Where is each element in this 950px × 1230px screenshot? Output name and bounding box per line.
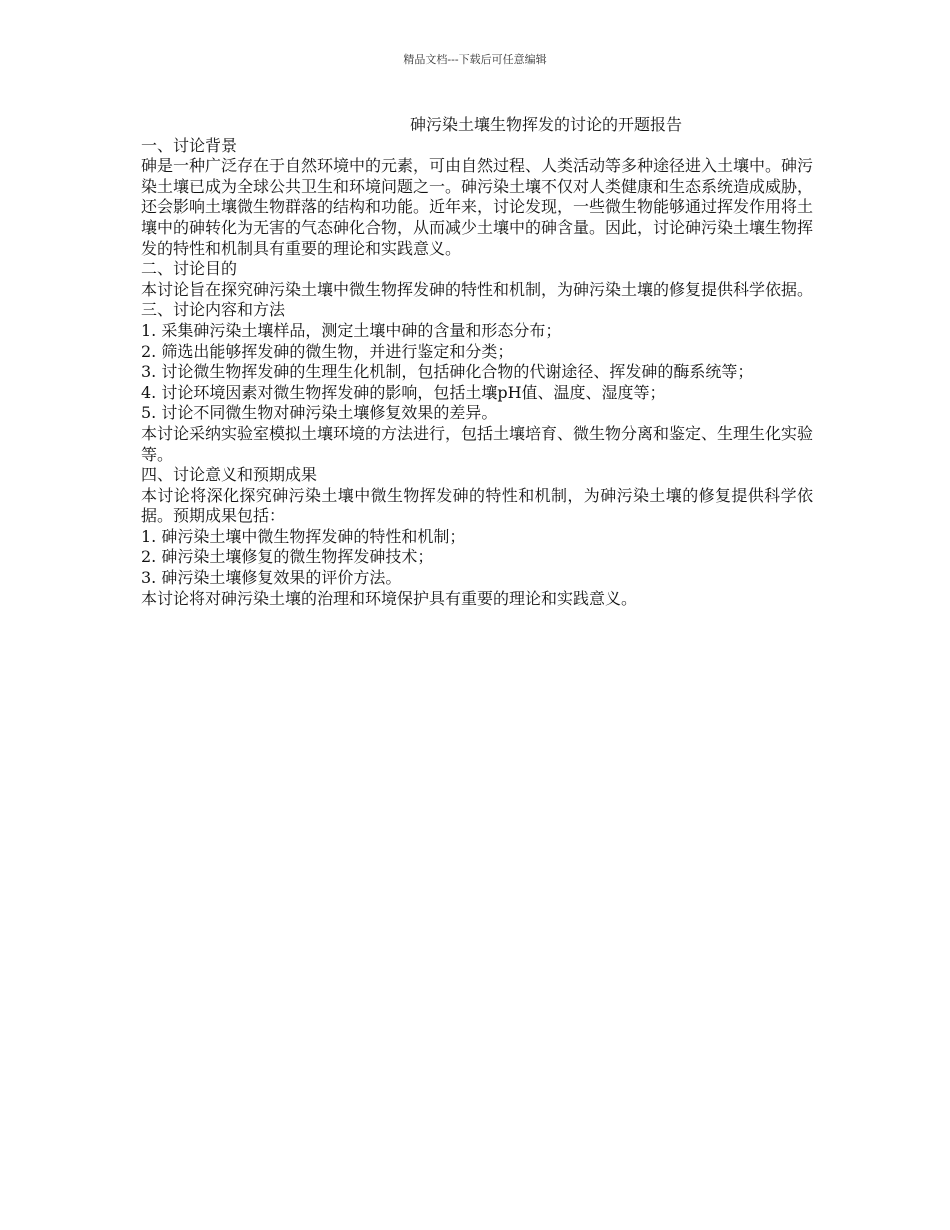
- section-heading-background: 一、讨论背景: [141, 135, 238, 155]
- list-item: 3. 砷污染土壤修复效果的评价方法。: [141, 568, 402, 588]
- methods-paragraph: 本讨论采纳实验室模拟土壤环境的方法进行，包括土壤培育、微生物分离和鉴定、生理生化实验等。: [141, 423, 814, 464]
- list-item: 5. 讨论不同微生物对砷污染土壤修复效果的差异。: [141, 403, 498, 423]
- list-item: 2. 筛选出能够挥发砷的微生物，并进行鉴定和分类；: [141, 341, 514, 361]
- document-title: 砷污染土壤生物挥发的讨论的开题报告: [409, 115, 682, 134]
- page-header-note: 精品文档---下载后可任意编辑: [403, 53, 547, 66]
- list-item: 1. 砷污染土壤中微生物挥发砷的特性和机制；: [141, 526, 466, 546]
- content-methods-list: [141, 321, 813, 424]
- section-content-methods: [141, 300, 813, 465]
- section-background: [141, 136, 813, 260]
- significance-paragraph: 本讨论将深化探究砷污染土壤中微生物挥发砷的特性和机制，为砷污染土壤的修复提供科学依据。预期成果包括：: [141, 485, 813, 526]
- section-purpose: [141, 259, 813, 300]
- document-body: [141, 115, 813, 609]
- purpose-paragraph: 本讨论旨在探究砷污染土壤中微生物挥发砷的特性和机制，为砷污染土壤的修复提供科学依据。: [141, 279, 814, 299]
- list-item: 2. 砷污染土壤修复的微生物挥发砷技术；: [141, 547, 434, 567]
- section-heading-content-methods: 三、讨论内容和方法: [141, 300, 286, 320]
- closing-paragraph: 本讨论将对砷污染土壤的治理和环境保护具有重要的理论和实践意义。: [141, 588, 638, 608]
- expected-results-list: [141, 527, 813, 589]
- section-heading-purpose: 二、讨论目的: [141, 259, 238, 279]
- list-item: 1. 采集砷污染土壤样品，测定土壤中砷的含量和形态分布；: [141, 320, 562, 340]
- list-item: 4. 讨论环境因素对微生物挥发砷的影响，包括土壤pH值、温度、湿度等；: [141, 382, 666, 402]
- background-paragraph: 砷是一种广泛存在于自然环境中的元素，可由自然过程、人类活动等多种途径进入土壤中。砷污染土壤已成为全球公共卫生和环境问题之一。砷污染土壤不仅对人类健康和生态系统造成威胁，还会影响土壤微生物群落的结构和功能。近年来，讨论发现，一些微生物能够通过挥发作用将土壤中的砷转化为无害的气态砷化合物，从而减少土壤中的砷含量。因此，讨论砷污染土壤生物挥发的特性和机制具有重要的理论和实践意义。: [141, 156, 814, 258]
- list-item: 3. 讨论微生物挥发砷的生理生化机制，包括砷化合物的代谢途径、挥发砷的酶系统等；: [141, 362, 754, 382]
- section-significance: [141, 465, 813, 609]
- section-heading-significance: 四、讨论意义和预期成果: [141, 465, 318, 485]
